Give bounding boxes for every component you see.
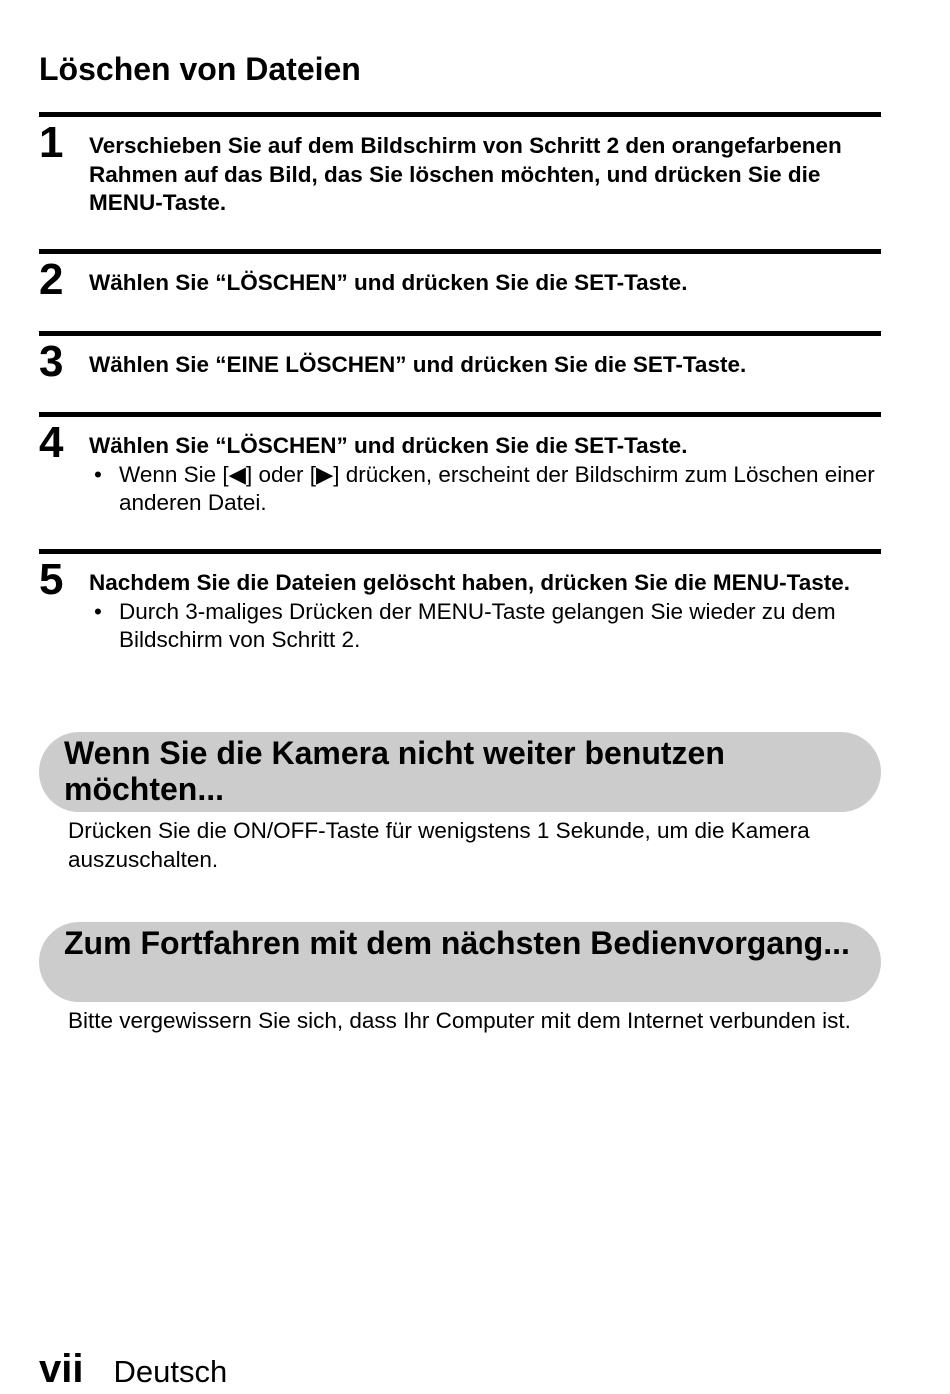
section-heading: Zum Fortfahren mit dem nächsten Bedienvorgang...: [64, 925, 850, 961]
section-text: Drücken Sie die ON/OFF-Taste für wenigstens 1 Sekunde, um die Kamera auszuschalten.: [68, 818, 810, 872]
step-5: [39, 549, 881, 655]
page-title: Löschen von Dateien: [39, 51, 361, 87]
step-note-text: Durch 3-maliges Drücken der MENU-Taste gelangen Sie wieder zu dem Bildschirm von Schritt 2.: [119, 598, 836, 652]
step-4: [39, 412, 881, 518]
step-number: 5: [39, 555, 64, 604]
step-instruction: Nachdem Sie die Dateien gelöscht haben, drücken Sie die MENU-Taste.: [89, 570, 851, 595]
step-1: [39, 112, 881, 218]
step-number: 2: [39, 255, 64, 304]
bullet: •: [94, 598, 102, 624]
step-instruction: Wählen Sie “EINE LÖSCHEN” und drücken Sie die SET-Taste.: [89, 352, 747, 377]
step-note: [89, 461, 881, 518]
step-3: [39, 331, 881, 386]
step-instruction: Wählen Sie “LÖSCHEN” und drücken Sie die SET-Taste.: [89, 433, 688, 458]
bullet: •: [94, 461, 102, 487]
section-heading-box: [39, 732, 881, 812]
step-number: 1: [39, 118, 64, 167]
section-text: Bitte vergewissern Sie sich, dass Ihr Computer mit dem Internet verbunden ist.: [68, 1008, 851, 1033]
page-number: vii: [39, 1347, 84, 1391]
step-instruction: Wählen Sie “LÖSCHEN” und drücken Sie die SET-Taste.: [89, 270, 688, 295]
step-2: [39, 249, 881, 304]
step-note: [89, 598, 881, 655]
step-number: 4: [39, 418, 64, 467]
step-instruction: Verschieben Sie auf dem Bildschirm von Schritt 2 den orangefarbenen Rahmen auf das Bild, das Sie löschen möchten, und drücken Sie die MENU-Taste.: [89, 133, 842, 215]
section-heading-box: [39, 922, 881, 1002]
language-label: Deutsch: [113, 1354, 228, 1389]
step-number: 3: [39, 337, 64, 386]
section-heading: Wenn Sie die Kamera nicht weiter benutzen möchten...: [64, 735, 725, 807]
page-footer: [39, 1347, 227, 1394]
step-note-text: Wenn Sie [◀] oder [▶] drücken, erscheint der Bildschirm zum Löschen einer anderen Datei.: [119, 461, 875, 515]
